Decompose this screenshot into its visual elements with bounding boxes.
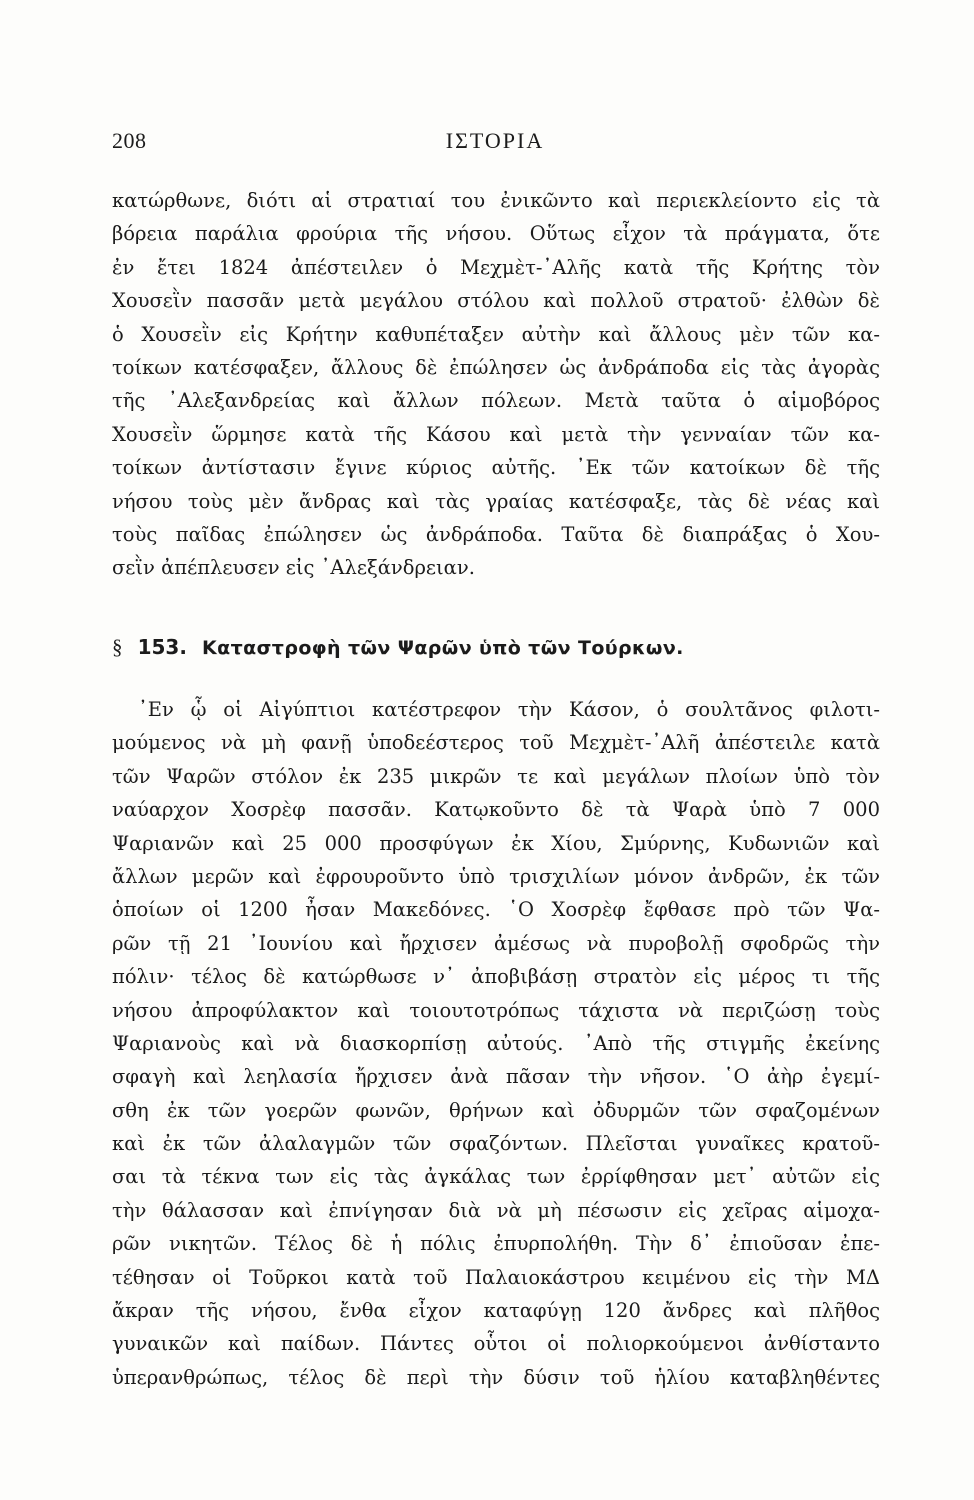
section-title: Καταστροφὴ τῶν Ψαρῶν ὑπὸ τῶν Τούρκων.	[202, 637, 684, 659]
text-line: σφαγὴ καὶ λεηλασία ἤρχισεν ἀνὰ πᾶσαν τὴν νῆσον. ῾Ο ἀὴρ ἐγεμί-	[112, 1065, 880, 1089]
text-line: σεῒν ἀπέπλευσεν εἰς ᾿Αλεξάνδρειαν.	[112, 556, 475, 580]
text-line: τῶν Ψαρῶν στόλον ἐκ 235 μικρῶν τε καὶ μεγάλων πλοίων ὑπὸ τὸν	[112, 764, 880, 788]
text-line: ὑπερανθρώπως, τέλος δὲ περὶ τὴν δύσιν τοῦ ἡλίου καταβληθέντες	[112, 1365, 880, 1389]
text-line: βόρεια παράλια φρούρια τῆς νήσου. Οὕτως εἶχον τὰ πράγματα, ὅτε	[112, 222, 880, 246]
text-line: γυναικῶν καὶ παίδων. Πάντες οὗτοι οἱ πολιορκούμενοι ἀνθίσταντο	[112, 1332, 880, 1356]
text-line: καὶ ἐκ τῶν ἀλαλαγμῶν τῶν σφαζόντων. Πλεῖσται γυναῖκες κρατοῦ-	[112, 1132, 880, 1156]
paragraph-psara	[112, 693, 880, 1394]
text-line: ὁποίων οἱ 1200 ἦσαν Μακεδόνες. ῾Ο Χοσρὲφ ἔφθασε πρὸ τῶν Ψα-	[112, 898, 880, 922]
text-line: τὴν θάλασσαν καὶ ἐπνίγησαν διὰ νὰ μὴ πέσωσιν εἰς χεῖρας αἱμοχα-	[112, 1198, 880, 1222]
text-line: ᾿Εν ᾧ οἱ Αἰγύπτιοι κατέστρεφον τὴν Κάσον, ὁ σουλτᾶνος φιλοτι-	[138, 698, 880, 721]
text-line: Ψαριανοὺς καὶ νὰ διασκορπίσῃ αὐτούς. ᾿Απὸ τῆς στιγμῆς ἐκείνης	[112, 1031, 880, 1055]
section-mark: §	[112, 635, 123, 659]
text-line: Ψαριανῶν καὶ 25 000 προσφύγων ἐκ Χίου, Σμύρνης, Κυδωνιῶν καὶ	[112, 831, 880, 855]
text-line: ὁ Χουσεῒν εἰς Κρήτην καθυπέταξεν αὐτὴν καὶ ἄλλους μὲν τῶν κα-	[112, 322, 880, 346]
text-line: τοὺς παῖδας ἐπώλησεν ὡς ἀνδράποδα. Ταῦτα δὲ διαπράξας ὁ Χου-	[112, 522, 880, 546]
text-line: τοίκων κατέσφαξεν, ἄλλους δὲ ἐπώλησεν ὡς ἀνδράποδα εἰς τὰς ἀγορὰς	[112, 355, 880, 379]
paragraph-casos	[112, 184, 880, 585]
text-line: τῆς ᾿Αλεξανδρείας καὶ ἄλλων πόλεων. Μετὰ ταῦτα ὁ αἱμοβόρος	[112, 389, 880, 413]
text-line: τοίκων ἀντίστασιν ἔγινε κύριος αὐτῆς. ᾿Εκ τῶν κατοίκων δὲ τῆς	[112, 456, 880, 480]
text-line: Χουσεῒν ὥρμησε κατὰ τῆς Κάσου καὶ μετὰ τὴν γενναίαν τῶν κα-	[112, 422, 880, 446]
text-line: Χουσεῒν πασσᾶν μετὰ μεγάλου στόλου καὶ πολλοῦ στρατοῦ· ἐλθὼν δὲ	[112, 289, 880, 313]
text-line: ἄλλων μερῶν καὶ ἐφρουροῦντο ὑπὸ τρισχιλίων μόνον ἀνδρῶν, ἐκ τῶν	[112, 864, 880, 888]
text-line: πόλιν· τέλος δὲ κατώρθωσε ν᾿ ἀποβιβάσῃ στρατὸν εἰς μέρος τι τῆς	[112, 965, 880, 989]
text-line: νήσου τοὺς μὲν ἄνδρας καὶ τὰς γραίας κατέσφαξε, τὰς δὲ νέας καὶ	[112, 489, 880, 513]
page-number: 208	[112, 128, 147, 153]
text-line: ἄκραν τῆς νήσου, ἔνθα εἶχον καταφύγῃ 120 ἄνδρες καὶ πλῆθος	[112, 1299, 880, 1323]
text-line: σθη ἐκ τῶν γοερῶν φωνῶν, θρήνων καὶ ὀδυρμῶν τῶν σφαζομένων	[112, 1098, 880, 1122]
text-line: μούμενος νὰ μὴ φανῇ ὑποδεέστερος τοῦ Μεχμὲτ-᾿Αλῆ ἀπέστειλε κατὰ	[112, 731, 880, 755]
text-line: σαι τὰ τέκνα των εἰς τὰς ἀγκάλας των ἐρρίφθησαν μετ᾿ αὐτῶν εἰς	[112, 1165, 880, 1189]
running-title: ΙΣΤΟΡΙΑ	[445, 128, 545, 153]
section-number: 153.	[137, 635, 187, 659]
text-line: τέθησαν οἱ Τοῦρκοι κατὰ τοῦ Παλαιοκάστρου κειμένου εἰς τὴν ΜΔ	[112, 1265, 880, 1289]
text-line: ρῶν νικητῶν. Τέλος δὲ ἡ πόλις ἐπυρπολήθη. Τὴν δ᾿ ἐπιοῦσαν ἐπε-	[112, 1232, 880, 1256]
text-line: νήσου ἀπροφύλακτον καὶ τοιουτοτρόπως τάχιστα νὰ περιζώσῃ τοὺς	[112, 998, 880, 1022]
page-header	[112, 128, 878, 158]
text-line: ρῶν τῇ 21 ᾿Ιουνίου καὶ ἤρχισεν ἀμέσως νὰ πυροβολῇ σφοδρῶς τὴν	[112, 931, 880, 955]
section-heading	[112, 630, 880, 664]
text-line: ἐν ἔτει 1824 ἀπέστειλεν ὁ Μεχμὲτ-᾿Αλῆς κατὰ τῆς Κρήτης τὸν	[112, 255, 880, 279]
text-line: ναύαρχον Χοσρὲφ πασσᾶν. Κατῳκοῦντο δὲ τὰ Ψαρὰ ὑπὸ 7 000	[112, 798, 880, 822]
text-line: κατώρθωνε, διότι αἱ στρατιαί του ἐνικῶντο καὶ περιεκλείοντο εἰς τὰ	[112, 189, 880, 212]
